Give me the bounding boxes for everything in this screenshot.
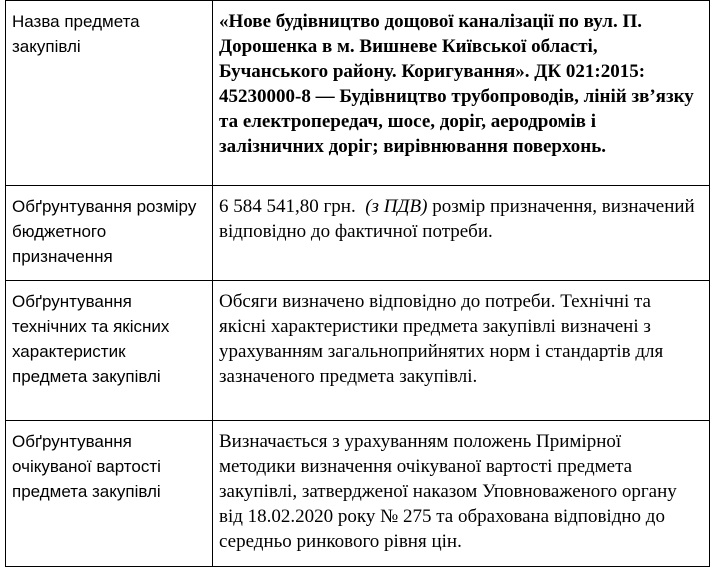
table-row <box>6 186 710 281</box>
row-value: «Нове будівництво дощової каналізації по вул. П. Дорошенка в м. Вишневе Київської області, Бучанського району. Коригування». ДК 021:2015: 45230000-8 — Будівництво трубопроводів, ліній зв’язку та електропередач, шосе, доріг, аеродромів і залізничних доріг; вирівнювання поверхонь. <box>213 1 710 186</box>
procurement-info-table <box>5 0 710 567</box>
budget-amount: 6 584 541,80 грн. <box>219 196 356 217</box>
row-value <box>213 186 710 281</box>
row-label: Обґрунтування технічних та якісних характеристик предмета закупівлі <box>6 281 213 421</box>
vat-note: (з ПДВ) <box>365 196 428 217</box>
row-value: Обсяги визначено відповідно до потреби. Технічні та якісні характеристики предмета закупівлі визначені з урахуванням загальноприйнятих норм і стандартів для зазначеного предмета закупівлі. <box>213 281 710 421</box>
table-row <box>6 281 710 421</box>
row-label: Обґрунтування розміру бюджетного призначення <box>6 186 213 281</box>
row-value: Визначається з урахуванням положень Примірної методики визначення очікуваної вартості предмета закупівлі, затвердженої наказом Уповноваженого органу від 18.02.2020 року № 275 та обрахована відповідно до середньо ринкового рівня цін. <box>213 421 710 567</box>
row-label: Обґрунтування очікуваної вартості предмета закупівлі <box>6 421 213 567</box>
budget-description: розмір призначення, визначений відповідно до фактичної потреби. <box>219 196 695 242</box>
table-row <box>6 1 710 186</box>
table-row <box>6 421 710 567</box>
row-label: Назва предмета закупівлі <box>6 1 213 186</box>
